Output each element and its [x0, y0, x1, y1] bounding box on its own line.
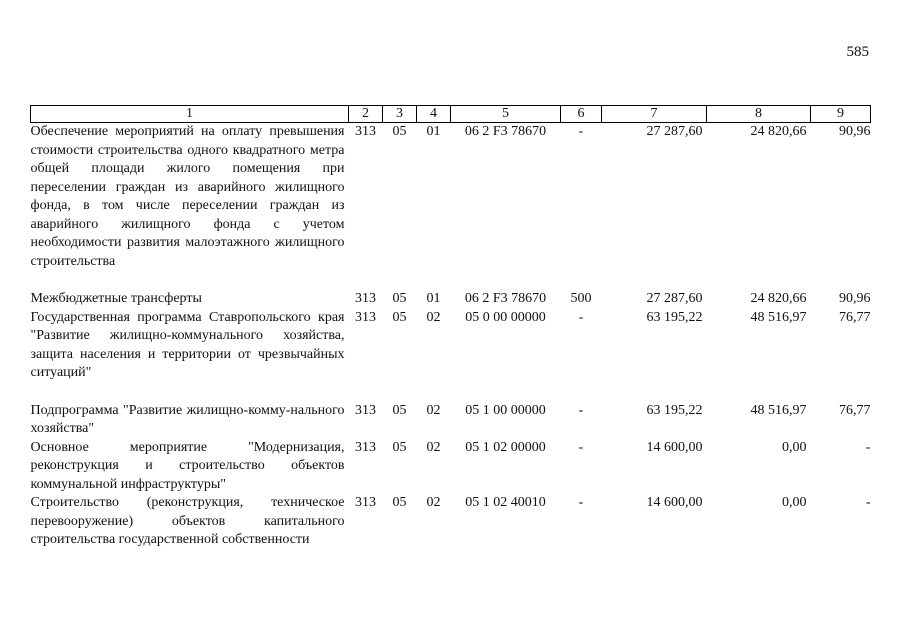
- table-header-row: [31, 106, 871, 123]
- table-row: [31, 123, 871, 291]
- section-code: 05: [392, 291, 407, 306]
- actual-amount: 24 820,66: [750, 291, 807, 306]
- expense-type: -: [578, 309, 584, 325]
- actual-amount: 0,00: [782, 439, 807, 455]
- plan-amount: 14 600,00: [646, 439, 703, 455]
- row-name: Основное мероприятие "Модернизация, реконструкция и строительство объектов коммунальной инфраструктуры": [30, 439, 345, 492]
- column-header: 8: [707, 106, 811, 123]
- expense-type: -: [578, 124, 584, 139]
- percent-value: -: [865, 439, 871, 455]
- target-code: 05 1 00 00000: [465, 402, 546, 418]
- column-header: 9: [811, 106, 871, 123]
- percent-value: -: [865, 495, 871, 510]
- table-row: [31, 309, 871, 402]
- ministry-code: 313: [355, 402, 376, 418]
- column-header: 3: [383, 106, 417, 123]
- section-code: 05: [392, 124, 407, 139]
- expense-type: -: [578, 402, 584, 418]
- target-code: 06 2 F3 78670: [464, 291, 547, 306]
- target-code: 05 1 02 00000: [465, 439, 546, 455]
- subsection-code: 02: [426, 495, 441, 510]
- subsection-code: 01: [426, 124, 441, 139]
- target-code: 05 0 00 00000: [465, 309, 546, 325]
- actual-amount: 24 820,66: [750, 124, 807, 139]
- percent-value: 90,96: [839, 124, 871, 139]
- actual-amount: 0,00: [782, 495, 807, 510]
- actual-amount: 48 516,97: [750, 309, 807, 325]
- section-code: 05: [392, 439, 407, 455]
- section-code: 05: [392, 402, 407, 418]
- column-header: 6: [561, 106, 602, 123]
- actual-amount: 48 516,97: [750, 402, 807, 418]
- column-header: 1: [31, 106, 349, 123]
- target-code: 06 2 F3 78670: [464, 124, 547, 139]
- ministry-code: 313: [355, 124, 376, 139]
- table-row: [31, 290, 871, 309]
- expense-type: 500: [570, 291, 592, 306]
- ministry-code: 313: [355, 309, 376, 325]
- row-name: Подпрограмма "Развитие жилищно-комму-нального хозяйства": [30, 402, 345, 436]
- page-number: 585: [846, 44, 869, 60]
- table-row: [31, 439, 871, 495]
- ministry-code: 313: [355, 439, 376, 455]
- percent-value: 90,96: [839, 291, 871, 306]
- row-name: Государственная программа Ставропольского края "Развитие жилищно-коммунального хозяйства, защита населения и территории от чрезвычайных ситуаций": [30, 309, 345, 380]
- expense-type: -: [578, 439, 584, 455]
- table-row: [31, 494, 871, 550]
- section-code: 05: [392, 495, 407, 510]
- subsection-code: 02: [426, 439, 441, 455]
- column-header: 7: [602, 106, 707, 123]
- column-header: 5: [451, 106, 561, 123]
- percent-value: 76,77: [839, 309, 871, 325]
- expense-type: -: [578, 495, 584, 510]
- section-code: 05: [392, 309, 407, 325]
- subsection-code: 02: [426, 309, 441, 325]
- plan-amount: 27 287,60: [646, 291, 703, 306]
- plan-amount: 27 287,60: [646, 124, 703, 139]
- subsection-code: 01: [426, 291, 441, 306]
- percent-value: 76,77: [839, 402, 871, 418]
- subsection-code: 02: [426, 402, 441, 418]
- budget-table: [30, 105, 871, 550]
- row-name: Обеспечение мероприятий на оплату превышения стоимости строительства одного квадратного метра общей площади жилого помещения при переселении граждан из аварийного жилищного фонда, в том числе переселении граждан из аварийного жилищного фонда с учетом необходимости развития малоэтажного жилищного строительства: [30, 124, 345, 269]
- table-row: [31, 402, 871, 439]
- row-name: Межбюджетные трансферты: [30, 291, 202, 306]
- target-code: 05 1 02 40010: [465, 495, 546, 510]
- plan-amount: 14 600,00: [646, 495, 703, 510]
- column-header: 4: [417, 106, 451, 123]
- ministry-code: 313: [355, 495, 376, 510]
- plan-amount: 63 195,22: [646, 309, 703, 325]
- plan-amount: 63 195,22: [646, 402, 703, 418]
- column-header: 2: [349, 106, 383, 123]
- ministry-code: 313: [355, 291, 376, 306]
- row-name: Строительство (реконструкция, техническое перевооружение) объектов капитального строительства государственной собственности: [30, 495, 345, 547]
